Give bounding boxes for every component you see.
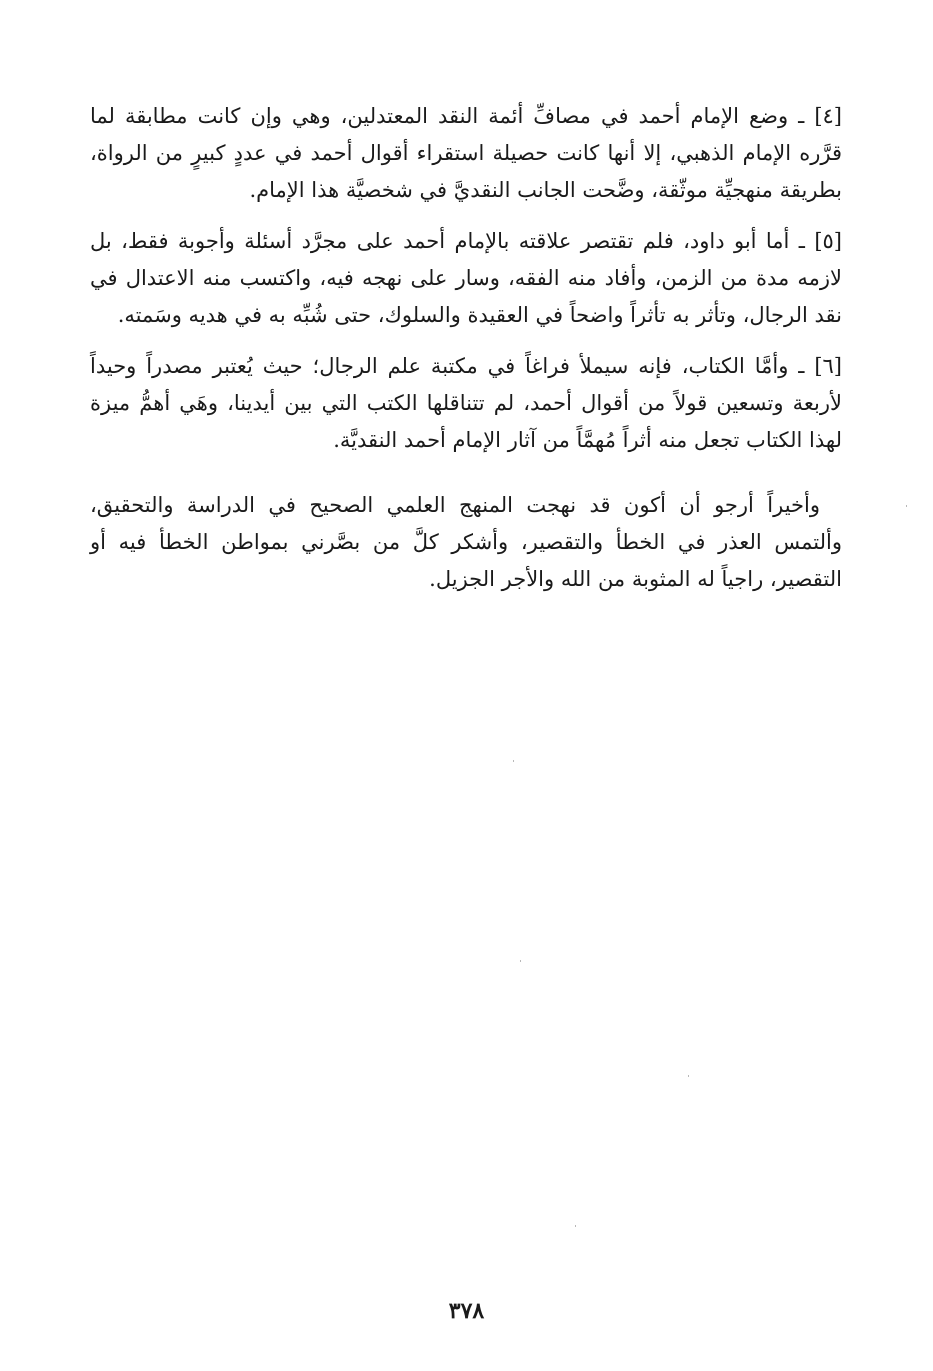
scan-speck <box>513 760 514 762</box>
closing-paragraph: وأخيراً أرجو أن أكون قد نهجت المنهج العلمي الصحيح في الدراسة والتحقيق، وألتمس العذر في الخطأ والتقصير، وأشكر كلَّ من بصَّرني بمواطن الخطأ فيه أو التقصير، راجياً له المثوبة من الله والأجر الجزيل. <box>90 493 842 591</box>
page-number: ٣٧٨ <box>448 1298 485 1324</box>
scan-speck <box>520 960 521 962</box>
paragraph-6: [٦] ـ وأمَّا الكتاب، فإنه سيملأ فراغاً في مكتبة علم الرجال؛ حيث يُعتبر مصدراً وحيداً لأربعة وتسعين قولاً من أقوال أحمد، لم تتناقلها الكتب التي بين أيدينا، وهَي أهمُّ ميزة لهذا الكتاب تجعل منه أثراً مُهمَّاً من آثار الإمام أحمد النقديَّة. <box>90 354 842 452</box>
scan-speck <box>688 1075 689 1077</box>
scan-speck <box>906 505 907 507</box>
paragraph-5: [٥] ـ أما أبو داود، فلم تقتصر علاقته بالإمام أحمد على مجرَّد أسئلة وأجوبة فقط، بل لازمه مدة من الزمن، وأفاد منه الفقه، وسار على نهجه فيه، واكتسب منه الاعتدال في نقد الرجال، وتأثر به تأثراً واضحاً في العقيدة والسلوك، حتى شُبِّه به في هديه وسَمته. <box>90 229 842 327</box>
page-body <box>90 98 842 612</box>
scan-speck <box>575 1225 576 1227</box>
paragraph-4: [٤] ـ وضع الإمام أحمد في مصافِّ أئمة النقد المعتدلين، وهي وإن كانت مطابقة لما قرَّره الإمام الذهبي، إلا أنها كانت حصيلة استقراء أقوال أحمد في عددٍ كبيرٍ من الرواة، بطريقة منهجيِّة موثّقة، وضَّحت الجانب النقديَّ في شخصيَّة هذا الإمام. <box>90 104 842 202</box>
